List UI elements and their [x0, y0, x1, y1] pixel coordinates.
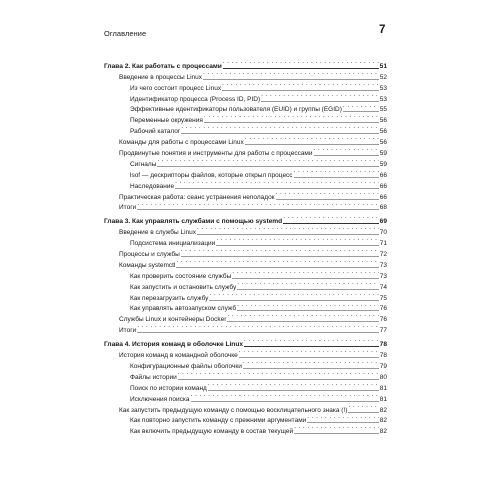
- dot-leader: [227, 310, 378, 321]
- toc-entry-title: Из чего состоит процесс Linux: [130, 84, 222, 95]
- dot-leader: [157, 155, 378, 166]
- toc-chapter-heading[interactable]: [104, 57, 387, 68]
- toc-entry-page: 81: [379, 395, 387, 406]
- toc-entry-title: Команды для работы с процессами Linux: [119, 138, 245, 149]
- dot-leader: [283, 212, 378, 223]
- dot-leader: [209, 289, 378, 300]
- toc-chapter: [104, 212, 387, 335]
- dot-leader: [244, 335, 379, 346]
- toc-entry-page: 55: [379, 105, 387, 116]
- toc-section[interactable]: [104, 256, 387, 267]
- toc-entry-page: 78: [379, 340, 387, 351]
- toc-entry-title: Практическая работа: сеанс устранения неполадок: [119, 193, 276, 204]
- toc-entry-page: 81: [379, 384, 387, 395]
- toc-subsection[interactable]: [104, 79, 387, 90]
- toc-entry-page: 69: [379, 217, 387, 228]
- toc-subsection[interactable]: [104, 90, 387, 101]
- toc-entry-title: Глава 2. Как работать с процессами: [104, 62, 223, 73]
- toc-entry-title: lsof — дескрипторы файлов, которые открыл процесс: [130, 171, 294, 182]
- dot-leader: [216, 234, 378, 245]
- toc-entry-page: 82: [379, 406, 387, 417]
- toc-entry-page: 82: [379, 427, 387, 438]
- toc-entry-title: Глава 3. Как управлять службами с помощью systemd: [104, 217, 283, 228]
- toc-entry-page: 82: [379, 416, 387, 427]
- dot-leader: [237, 278, 378, 289]
- dot-leader: [178, 368, 379, 379]
- dot-leader: [181, 122, 379, 133]
- dot-leader: [137, 321, 379, 332]
- toc-entry-page: 80: [379, 373, 387, 384]
- toc-section[interactable]: [104, 321, 387, 335]
- toc-entry-page: 74: [379, 283, 387, 294]
- toc-section[interactable]: [104, 401, 387, 412]
- dot-leader: [175, 177, 379, 188]
- toc-subsection[interactable]: [104, 390, 387, 401]
- toc-entry-page: 79: [379, 362, 387, 373]
- toc-entry-page: 66: [379, 182, 387, 193]
- dot-leader: [208, 379, 379, 390]
- toc-entry-page: 66: [379, 171, 387, 182]
- toc-subsection[interactable]: [104, 368, 387, 379]
- toc-section[interactable]: [104, 188, 387, 199]
- toc-entry-title: Исключения поиска: [130, 395, 191, 406]
- toc-entry-title: Как повторно запустить команду с прежними аргументами: [130, 416, 307, 427]
- toc-entry-page: 52: [379, 73, 387, 84]
- toc-entry-title: Как перезагрузить службу: [130, 294, 209, 305]
- toc-subsection[interactable]: [104, 122, 387, 136]
- toc-entry-title: Итоги: [119, 326, 137, 337]
- dot-leader: [176, 256, 378, 267]
- toc-entry-page: 71: [379, 239, 387, 250]
- toc-subsection[interactable]: [104, 379, 387, 390]
- toc-entry-title: Идентификатор процесса (Process ID, PID): [130, 95, 261, 106]
- toc-entry-page: 73: [379, 261, 387, 272]
- toc-subsection[interactable]: [104, 155, 387, 166]
- dot-leader: [222, 79, 379, 90]
- toc-entry-title: Службы Linux и контейнеры Docker: [119, 315, 227, 326]
- toc-entry-page: 56: [379, 127, 387, 138]
- toc-entry-title: Процессы и службы: [119, 250, 181, 261]
- toc-chapter-heading[interactable]: [104, 335, 387, 349]
- dot-leader: [239, 346, 379, 357]
- toc-entry-page: 72: [379, 250, 387, 261]
- toc-entry-title: Введение в процессы Linux: [119, 73, 203, 84]
- toc-entry-title: Продвинутые понятия и инструменты для работы с процессами: [119, 149, 314, 160]
- toc-entry-page: 77: [379, 326, 387, 337]
- dot-leader: [243, 357, 379, 368]
- dot-leader: [191, 390, 379, 401]
- dot-leader: [137, 199, 379, 210]
- toc-entry-title: Как запустить предыдущую команду с помощью восклицательного знака (!): [119, 406, 348, 417]
- dot-leader: [348, 401, 378, 412]
- toc-entry-title: Сигналы: [130, 160, 157, 171]
- toc-entry-title: Конфигурационные файлы оболочки: [130, 362, 243, 373]
- dot-leader: [223, 57, 379, 68]
- dot-leader: [343, 101, 379, 112]
- table-of-contents: [104, 57, 387, 436]
- toc-subsection[interactable]: [104, 357, 387, 368]
- page-number: 7: [379, 24, 386, 36]
- toc-subsection[interactable]: [104, 177, 387, 188]
- toc-subsection[interactable]: [104, 101, 387, 112]
- toc-subsection[interactable]: [104, 234, 387, 248]
- toc-subsection[interactable]: [104, 422, 387, 436]
- toc-entry-title: Как управлять автозапуском служб: [130, 304, 237, 315]
- toc-chapter-heading[interactable]: [104, 212, 387, 226]
- dot-leader: [276, 188, 379, 199]
- dot-leader: [245, 133, 379, 144]
- toc-entry-title: Введение в службы Linux: [119, 228, 197, 239]
- toc-entry-page: 70: [379, 228, 387, 239]
- toc-subsection[interactable]: [104, 166, 387, 177]
- toc-subsection[interactable]: [104, 111, 387, 125]
- dot-leader: [261, 90, 379, 101]
- toc-entry-title: Переменные окружения: [130, 116, 204, 127]
- toc-section[interactable]: [104, 346, 387, 360]
- toc-entry-title: Подсистема инициализации: [130, 239, 216, 250]
- toc-entry-page: 56: [379, 116, 387, 127]
- dot-leader: [314, 144, 379, 155]
- toc-entry-title: Эффективные идентификаторы пользователя (EUID) и группы (EGID): [130, 105, 343, 116]
- dot-leader: [307, 412, 378, 423]
- toc-entry-page: 68: [379, 203, 387, 214]
- toc-entry-page: 73: [379, 272, 387, 283]
- toc-entry-title: История команд в командной оболочке: [119, 351, 239, 362]
- toc-section[interactable]: [104, 223, 387, 237]
- toc-entry-page: 66: [379, 193, 387, 204]
- toc-entry-title: Рабочий каталог: [130, 127, 181, 138]
- toc-section[interactable]: [104, 245, 387, 259]
- toc-subsection[interactable]: [104, 278, 387, 289]
- toc-entry-page: 53: [379, 84, 387, 95]
- dot-leader: [181, 245, 379, 256]
- dot-leader: [237, 300, 379, 311]
- toc-section[interactable]: [104, 310, 387, 324]
- toc-subsection[interactable]: [104, 300, 387, 311]
- toc-subsection[interactable]: [104, 267, 387, 278]
- toc-section[interactable]: [104, 68, 387, 79]
- dot-leader: [232, 267, 379, 278]
- dot-leader: [294, 166, 379, 177]
- toc-entry-page: 56: [379, 138, 387, 149]
- toc-entry-page: 53: [379, 95, 387, 106]
- dot-leader: [294, 422, 379, 433]
- toc-entry-title: Поиск по истории команд: [130, 384, 208, 395]
- toc-subsection[interactable]: [104, 289, 387, 300]
- dot-leader: [203, 68, 379, 79]
- toc-section[interactable]: [104, 133, 387, 147]
- toc-chapter: [104, 335, 387, 436]
- toc-entry-title: Файлы истории: [130, 373, 178, 384]
- toc-entry-page: 76: [379, 315, 387, 326]
- toc-entry-page: 75: [379, 294, 387, 305]
- dot-leader: [197, 223, 379, 234]
- dot-leader: [204, 111, 379, 122]
- toc-entry-title: Наследование: [130, 182, 175, 193]
- toc-subsection[interactable]: [104, 412, 387, 423]
- toc-entry-title: Команды systemctl: [119, 261, 176, 272]
- toc-section[interactable]: [104, 199, 387, 210]
- toc-entry-page: 59: [379, 149, 387, 160]
- toc-entry-title: Глава 4. История команд в оболочке Linux: [104, 340, 244, 351]
- running-head: Оглавление: [104, 29, 147, 38]
- toc-entry-title: Как запустить и остановить службу: [130, 283, 237, 294]
- toc-entry-page: 51: [379, 62, 387, 73]
- toc-entry-title: Как включить предыдущую команду в состав текущей: [130, 427, 294, 438]
- toc-section[interactable]: [104, 144, 387, 158]
- toc-entry-title: Итоги: [119, 203, 137, 214]
- toc-chapter: [104, 57, 387, 212]
- toc-entry-page: 59: [379, 160, 387, 171]
- toc-entry-title: Как проверить состояние службы: [130, 272, 232, 283]
- toc-entry-page: 78: [379, 351, 387, 362]
- toc-entry-page: 76: [379, 304, 387, 315]
